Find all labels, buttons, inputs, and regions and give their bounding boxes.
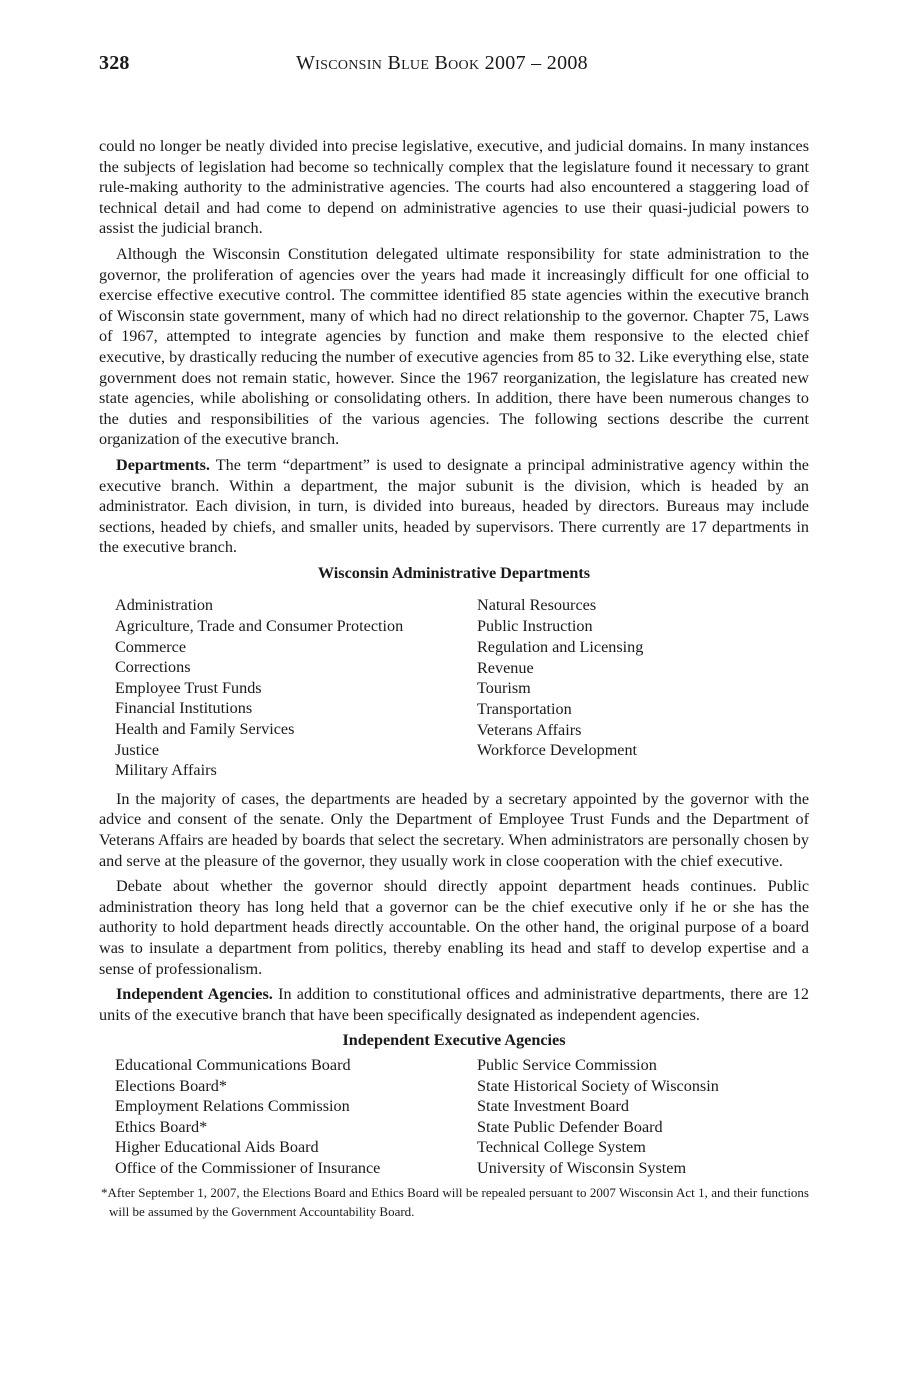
list-item: Educational Communications Board: [115, 1055, 351, 1074]
list-item: Office of the Commissioner of Insurance: [115, 1158, 381, 1177]
document-page: [99, 52, 809, 1221]
agencies-list-left-column: [115, 1055, 477, 1179]
list-item: Veterans Affairs: [477, 720, 582, 739]
agencies-list-right-column: [477, 1055, 807, 1179]
departments-list-right-column: [477, 595, 807, 780]
running-head: Wisconsin Blue Book 2007 – 2008: [296, 52, 588, 74]
list-item: University of Wisconsin System: [477, 1158, 687, 1177]
list-item: Justice: [115, 740, 160, 759]
list-item: Commerce: [115, 637, 187, 656]
list-item: Regulation and Licensing: [477, 637, 644, 656]
body-text: [99, 136, 809, 1221]
list-item: Workforce Development: [477, 741, 638, 760]
list-item: Revenue: [477, 658, 534, 677]
agencies-list-heading: Independent Executive Agencies: [342, 1031, 566, 1050]
departments-text: The term “department” is used to designate a principal administrative agency within the executive branch. Within a department, the major subunit is the division, which is headed by an administrator. Each division, in turn, is divided into bureaus, headed by directors. Bureaus may include sections, headed by chiefs, and smaller units, headed by supervisors. There currently are 17 departments in the executive branch.: [99, 455, 809, 557]
list-item: Higher Educational Aids Board: [115, 1138, 319, 1157]
list-item: Administration: [115, 596, 214, 615]
list-item: Elections Board*: [115, 1076, 227, 1095]
paragraph-1: could no longer be neatly divided into precise legislative, executive, and judicial domains. In many instances the subjects of legislation had become so technically complex that the legislature found it necessary to grant rule-making authority to the administrative agencies. The courts had also encountered a staggering load of technical detail and had come to depend on administrative agencies to use their quasi-judicial powers to assist the judicial branch.: [99, 137, 809, 238]
agencies-text: In addition to constitutional offices and administrative departments, there are 12 units of the executive branch that have been specifically designated as independent agencies.: [99, 985, 809, 1024]
paragraph-agencies: [99, 984, 809, 1025]
list-item: Technical College System: [477, 1138, 646, 1157]
agencies-runin-heading: Independent Agencies.: [116, 985, 273, 1004]
list-item: Financial Institutions: [115, 699, 253, 718]
paragraph-4: In the majority of cases, the departments are headed by a secretary appointed by the governor with the advice and consent of the senate. Only the Department of Employee Trust Funds and the Department of Veterans Affairs are headed by boards that select the secretary. When administrators are personally chosen by and serve at the pleasure of the governor, they usually work in close cooperation with the chief executive.: [99, 789, 809, 870]
list-item: Health and Family Services: [115, 720, 295, 739]
list-item: Transportation: [477, 699, 572, 718]
departments-runin-heading: Departments.: [116, 455, 210, 474]
list-item: Public Instruction: [477, 617, 593, 636]
paragraph-5: Debate about whether the governor should directly appoint department heads continues. Public administration theory has long held that a governor can be the chief executive only if he or she has the authority to hold department heads directly accountable. On the other hand, the original purpose of a board was to insulate a department from politics, thereby enabling its head and staff to develop expertise and a sense of professionalism.: [99, 877, 809, 978]
list-item: Agriculture, Trade and Consumer Protection: [115, 617, 404, 636]
agencies-list: [99, 1055, 809, 1179]
list-item: State Investment Board: [477, 1097, 629, 1116]
list-item: Employment Relations Commission: [115, 1097, 350, 1116]
list-item: State Public Defender Board: [477, 1117, 663, 1136]
departments-list-heading: Wisconsin Administrative Departments: [317, 563, 591, 582]
departments-list: [99, 595, 809, 780]
list-item: Corrections: [115, 658, 191, 677]
list-item: State Historical Society of Wisconsin: [477, 1076, 719, 1095]
page-header: [99, 52, 809, 86]
list-item: Public Service Commission: [477, 1055, 657, 1074]
page-number: 328: [99, 52, 130, 74]
departments-list-left-column: [115, 595, 477, 780]
footnote: *After September 1, 2007, the Elections Board and Ethics Board will be repealed persuant to 2007 Wisconsin Act 1, and their functions will be assumed by the Government Accountability Board.: [101, 1184, 809, 1219]
paragraph-2: Although the Wisconsin Constitution delegated ultimate responsibility for state administration to the governor, the proliferation of agencies over the years had made it increasingly difficult for one official to exercise effective executive control. The committee identified 85 state agencies within the executive branch of Wisconsin state government, many of which had no direct relationship to the governor. Chapter 75, Laws of 1967, attempted to integrate agencies by function and make them responsive to the elected chief executive, by drastically reducing the number of executive agencies from 85 to 32. Like everything else, state government does not remain static, however. Since the 1967 reorganization, the legislature has created new state agencies, while abolishing or consolidating others. In addition, there have been numerous changes to the duties and responsibilities of the various agencies. The following sections describe the current organization of the executive branch.: [99, 244, 809, 449]
list-item: Tourism: [477, 679, 531, 698]
list-item: Natural Resources: [477, 596, 597, 615]
paragraph-departments: [99, 455, 809, 558]
list-item: Military Affairs: [115, 761, 217, 780]
list-item: Ethics Board*: [115, 1117, 208, 1136]
list-item: Employee Trust Funds: [115, 678, 262, 697]
